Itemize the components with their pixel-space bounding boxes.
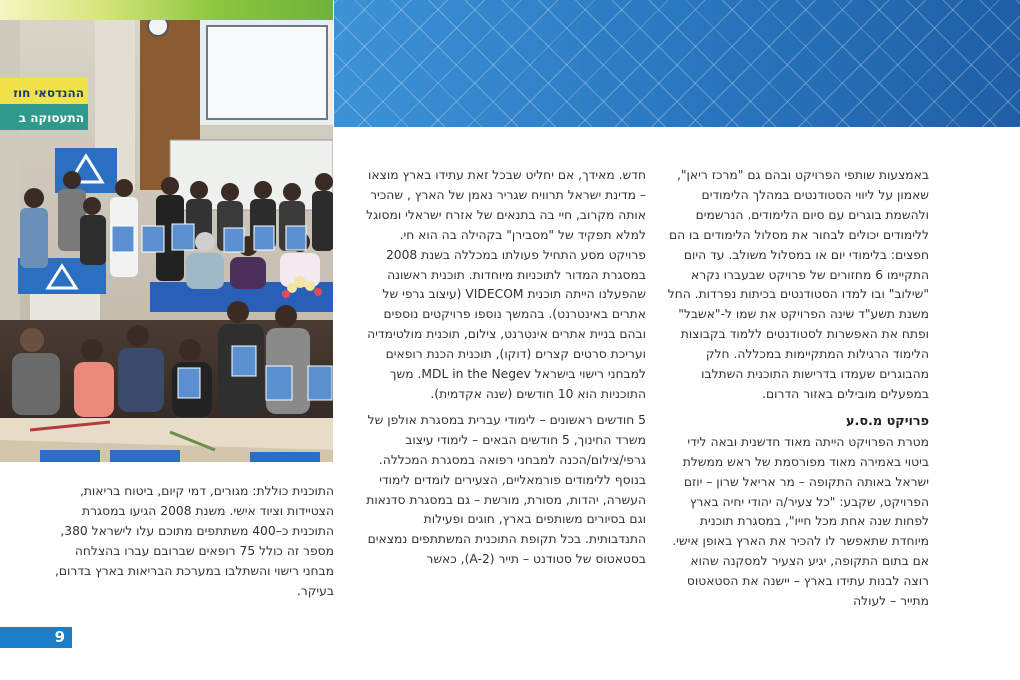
paragraph: התוכנית כוללת: מגורים, דמי קיום, ביטוח בריאות, הצטיידות וציוד אישי. משנת 2008 הגיעו במסגרת התוכנית כ–400 משתתפים מתוכם עלו לישראל 380, מספר זה כולל 75 רופאים שברובם עברו בהצלחה מבחני רישוי והשתלבו במערכת הבריאות בארץ בדרום, בעיקר. — [54, 484, 334, 598]
group-photo-illustration — [0, 20, 333, 462]
header-diamond-pattern — [334, 0, 1020, 127]
green-gradient-bar — [0, 0, 333, 20]
banner-text-1: ההנדסאי חוז — [13, 86, 84, 100]
section-heading: פרויקט מ.ס.ע — [845, 413, 929, 429]
text-column-middle — [360, 166, 646, 570]
banner-text-2: התעסוקה ב — [18, 111, 84, 125]
paragraph: חדש. מאידך, אם יחליט שבכל זאת עתידו בארץ מוצאו – מדינת ישראל תרוויח שגריר נאמן של הארץ , שהכיר אותה מקרוב, חיי בה בתנאים של אזרח ישראלי ומסוגל למלא תפקיד של "מסבירן" בקהילה בה הוא חי. פרויקט מסע התחיל פעולתו במכללה בשנת 2008 במסגרת המדור לתוכניות מיוחדות. תוכנית ראשונה שהפעלנו הייתה תוכנית VIDECOM (עיצוב גרפי של אתרים באינטרנט). בהמשך נוספו פרויקטים נוספים ובהם בניית אתרים אינטרנט, צילום, תוכנית מולטימדיה ועריכת סרטים קצרים (דוקו), תוכנית הכנת רופאים למבחני רישוי בישראל MDL in the Negev. משך התוכניות הוא 10 חודשים (שנה אקדמית). — [366, 168, 646, 401]
paragraph: מטרת הפרויקט הייתה מאוד חדשנית ובאה לידי ביטוי באמירה מאוד מפורסמת של ראש ממשלת ישראל באותה התקופה – מר אריאל שרון – יוזם הפרויקט, שקבע: "כל צעיר/ה יהודי יחיה בארץ לפחות שנה אחת מכל חייו", במסגרת תוכנית מיוחדת שתאפשר לו להכיר את הארץ באופן אישי. אם בתום התקופה, יגיע הצעיר למסקנה שהוא רוצה לבנות עתידו בארץ – יישנה את הסטאטוס מתייר – לעולה — [672, 434, 929, 609]
page-number: 9 — [54, 628, 65, 646]
page-number-badge — [0, 627, 72, 648]
paragraph: 5 חודשים ראשונים – לימודי עברית במסגרת אולפן של משרד החינוך, 5 חודשים הבאים – לימודי עיצוב גרפי/צילום/הכנה למבחני רפואה במסגרת המכללה. בנוסף ללימודים פורמאליים, הצעירים לומדים לימודי העשרה, יהדות, מסורת, מורשת – גם במסגרת סדנאות וגם בסיורים משותפים בארץ, חוגים ופעילות התנדבותית. בכל תקופת התוכנית המשתתפים נמצאים בסטאטוס של סטודנט – תייר (A-2), כאשר — [366, 412, 646, 567]
text-column-left — [48, 482, 334, 601]
paragraph: באמצעות שותפי הפרויקט ובהם גם "מרכז ריאן", שאמון על ליווי הסטודנטים במהלך הלימודים ולהשמת בוגרים עם סיום הלימודים. הנרשמים ללימודים יכולים לבחור את מסלול הלימודים בו הם חפצים: בלימודי יום או במסלול משולב. עד היום התקיימו 6 מחזורים של פרויקט שבעברו נקרא "שילוב" ובו למדו הסטודנטים בכיתות נפרדות. החל משנת תשע"ד שינה הפרויקט את שמו ל-"אשבל" ופתח את האפשרות לסטודנטים ללמוד בקבוצות הלימוד הרגילות המתקיימות במכללה. חלק מהבוגרים שעמדו בדרישות התוכנית השתלבו במפעלים מובילים באזור הדרום. — [667, 168, 929, 401]
text-column-right — [667, 166, 929, 612]
group-photo — [0, 20, 333, 462]
